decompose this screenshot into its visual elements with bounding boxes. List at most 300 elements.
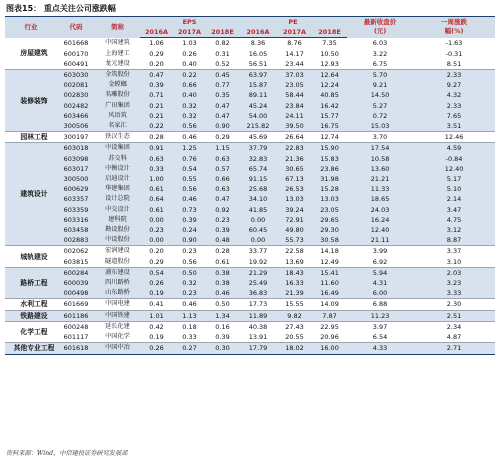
value-cell: 6.88 bbox=[347, 299, 413, 310]
value-cell: 0.54 bbox=[140, 267, 173, 278]
value-cell: 21.36 bbox=[277, 154, 312, 164]
table-row bbox=[5, 332, 495, 343]
value-cell: 72.91 bbox=[277, 215, 312, 225]
value-cell: 0.27 bbox=[173, 343, 206, 354]
code-cell: 601668 bbox=[57, 38, 95, 49]
value-cell: 12.64 bbox=[312, 70, 347, 81]
value-cell: 60.45 bbox=[239, 225, 277, 235]
value-cell: 37.79 bbox=[239, 143, 277, 154]
value-cell: 8.36 bbox=[239, 38, 277, 49]
value-cell: 14.17 bbox=[277, 49, 312, 59]
code-cell: 600039 bbox=[57, 278, 95, 288]
code-cell: 002883 bbox=[57, 235, 95, 246]
name-cell: 中国铁建 bbox=[95, 310, 140, 321]
value-cell: 41.85 bbox=[239, 205, 277, 215]
value-cell: 26.64 bbox=[277, 132, 312, 143]
value-cell: 0.31 bbox=[206, 49, 239, 59]
header-pe: PE bbox=[239, 17, 347, 28]
value-cell: 56.51 bbox=[239, 59, 277, 70]
value-cell: 9.82 bbox=[277, 310, 312, 321]
value-cell: -0.84 bbox=[413, 154, 495, 164]
header-code: 代码 bbox=[57, 17, 95, 38]
value-cell: 4.32 bbox=[413, 90, 495, 100]
value-cell: 9.27 bbox=[413, 80, 495, 90]
value-cell: 0.00 bbox=[239, 235, 277, 246]
value-cell: 10.58 bbox=[347, 154, 413, 164]
value-cell: 16.00 bbox=[312, 343, 347, 354]
value-cell: 0.64 bbox=[140, 194, 173, 204]
name-cell: 中设股份 bbox=[95, 235, 140, 246]
value-cell: 0.39 bbox=[206, 332, 239, 343]
value-cell: 0.21 bbox=[140, 111, 173, 121]
code-cell: 601669 bbox=[57, 299, 95, 310]
value-cell: 0.23 bbox=[173, 246, 206, 257]
table-row bbox=[5, 132, 495, 143]
source-note: 资料来源：Wind，中信建投证券研究发展部 bbox=[6, 450, 128, 457]
value-cell: 0.23 bbox=[206, 215, 239, 225]
value-cell: 13.03 bbox=[277, 194, 312, 204]
value-cell: 0.57 bbox=[206, 164, 239, 174]
name-cell: 浦东建设 bbox=[95, 267, 140, 278]
value-cell: 0.41 bbox=[140, 299, 173, 310]
value-cell: 0.47 bbox=[206, 194, 239, 204]
value-cell: 40.38 bbox=[239, 321, 277, 332]
value-cell: 0.48 bbox=[206, 235, 239, 246]
value-cell: 0.28 bbox=[140, 132, 173, 143]
header-year: 2018E bbox=[312, 27, 347, 38]
value-cell: 6.54 bbox=[347, 332, 413, 343]
value-cell: 30.65 bbox=[277, 164, 312, 174]
value-cell: 16.33 bbox=[277, 278, 312, 288]
header-change: 一周涨跌 幅(%) bbox=[413, 17, 495, 38]
value-cell: 33.77 bbox=[239, 246, 277, 257]
code-cell: 002482 bbox=[57, 101, 95, 111]
name-cell: 铁汉生态 bbox=[95, 132, 140, 143]
value-cell: 1.06 bbox=[140, 38, 173, 49]
value-cell: 18.02 bbox=[277, 343, 312, 354]
value-cell: 2.30 bbox=[413, 299, 495, 310]
code-cell: 603359 bbox=[57, 205, 95, 215]
value-cell: 0.00 bbox=[140, 215, 173, 225]
value-cell: 0.29 bbox=[206, 132, 239, 143]
value-cell: 91.15 bbox=[239, 174, 277, 184]
value-cell: 23.86 bbox=[312, 164, 347, 174]
value-cell: 0.46 bbox=[173, 299, 206, 310]
table-row bbox=[5, 174, 495, 184]
value-cell: 13.03 bbox=[312, 194, 347, 204]
value-cell: 13.69 bbox=[277, 257, 312, 268]
header-eps: EPS bbox=[140, 17, 239, 28]
table-row bbox=[5, 343, 495, 354]
value-cell: 15.90 bbox=[312, 143, 347, 154]
industry-cell: 园林工程 bbox=[5, 132, 57, 143]
value-cell: 8.76 bbox=[277, 38, 312, 49]
code-cell: 600248 bbox=[57, 321, 95, 332]
table-row bbox=[5, 310, 495, 321]
name-cell: 中国电建 bbox=[95, 299, 140, 310]
value-cell: 58.44 bbox=[277, 90, 312, 100]
value-cell: 25.49 bbox=[239, 278, 277, 288]
value-cell: 0.46 bbox=[173, 194, 206, 204]
value-cell: 67.13 bbox=[277, 174, 312, 184]
value-cell: 1.00 bbox=[140, 174, 173, 184]
code-cell: 600284 bbox=[57, 267, 95, 278]
value-cell: 2.33 bbox=[413, 101, 495, 111]
value-cell: 6.75 bbox=[347, 59, 413, 70]
value-cell: 0.26 bbox=[173, 49, 206, 59]
value-cell: 3.99 bbox=[347, 246, 413, 257]
value-cell: 0.56 bbox=[173, 257, 206, 268]
code-cell: 002081 bbox=[57, 80, 95, 90]
value-cell: 1.03 bbox=[173, 38, 206, 49]
header-industry: 行业 bbox=[5, 17, 57, 38]
value-cell: 12.40 bbox=[347, 225, 413, 235]
value-cell: 6.00 bbox=[347, 288, 413, 299]
table-row bbox=[5, 215, 495, 225]
name-cell: 启迪设计 bbox=[95, 174, 140, 184]
value-cell: 16.05 bbox=[239, 49, 277, 59]
code-cell: 300197 bbox=[57, 132, 95, 143]
table-row bbox=[5, 299, 495, 310]
value-cell: 0.61 bbox=[206, 257, 239, 268]
value-cell: 24.11 bbox=[277, 111, 312, 121]
code-cell: 603030 bbox=[57, 70, 95, 81]
code-cell: 603098 bbox=[57, 154, 95, 164]
name-cell: 苏交科 bbox=[95, 154, 140, 164]
table-row bbox=[5, 70, 495, 81]
value-cell: 30.58 bbox=[312, 235, 347, 246]
value-cell: 36.83 bbox=[239, 288, 277, 299]
name-cell: 勘设股份 bbox=[95, 225, 140, 235]
value-cell: 0.39 bbox=[140, 80, 173, 90]
table-row bbox=[5, 164, 495, 174]
name-cell: 全筑股份 bbox=[95, 70, 140, 81]
value-cell: 17.79 bbox=[239, 343, 277, 354]
industry-cell: 建筑设计 bbox=[5, 143, 57, 246]
value-cell: 0.33 bbox=[173, 332, 206, 343]
value-cell: 0.30 bbox=[206, 343, 239, 354]
value-cell: 40.85 bbox=[312, 90, 347, 100]
value-cell: 0.23 bbox=[140, 225, 173, 235]
table-row bbox=[5, 205, 495, 215]
table-row bbox=[5, 38, 495, 49]
value-cell: 13.60 bbox=[347, 164, 413, 174]
value-cell: 15.83 bbox=[312, 154, 347, 164]
value-cell: 4.75 bbox=[413, 215, 495, 225]
table-row bbox=[5, 278, 495, 288]
value-cell: 3.47 bbox=[413, 205, 495, 215]
value-cell: 0.46 bbox=[173, 132, 206, 143]
industry-cell: 装修装饰 bbox=[5, 70, 57, 132]
industry-cell: 其他专业工程 bbox=[5, 343, 57, 354]
industry-cell: 房屋建筑 bbox=[5, 38, 57, 70]
value-cell: 2.51 bbox=[413, 310, 495, 321]
value-cell: 0.16 bbox=[206, 321, 239, 332]
value-cell: 32.83 bbox=[239, 154, 277, 164]
value-cell: 27.43 bbox=[277, 321, 312, 332]
value-cell: 89.11 bbox=[239, 90, 277, 100]
code-cell: 002062 bbox=[57, 246, 95, 257]
value-cell: 6.03 bbox=[347, 38, 413, 49]
value-cell: 0.40 bbox=[173, 90, 206, 100]
code-cell: 601117 bbox=[57, 332, 95, 343]
value-cell: 0.39 bbox=[206, 225, 239, 235]
code-cell: 603357 bbox=[57, 194, 95, 204]
value-cell: 0.56 bbox=[173, 121, 206, 132]
value-cell: 5.17 bbox=[413, 174, 495, 184]
value-cell: 11.33 bbox=[347, 184, 413, 194]
industry-cell: 化学工程 bbox=[5, 321, 57, 342]
value-cell: 16.49 bbox=[312, 288, 347, 299]
value-cell: 16.42 bbox=[312, 101, 347, 111]
name-cell: 华建集团 bbox=[95, 184, 140, 194]
value-cell: 0.45 bbox=[206, 70, 239, 81]
code-cell: 600491 bbox=[57, 59, 95, 70]
code-cell: 603466 bbox=[57, 111, 95, 121]
value-cell: 0.29 bbox=[140, 257, 173, 268]
value-cell: 11.89 bbox=[239, 310, 277, 321]
value-cell: 0.73 bbox=[173, 205, 206, 215]
value-cell: 3.33 bbox=[413, 288, 495, 299]
value-cell: -0.31 bbox=[413, 49, 495, 59]
value-cell: 29.65 bbox=[312, 215, 347, 225]
value-cell: 0.35 bbox=[206, 90, 239, 100]
industry-cell: 城轨建设 bbox=[5, 246, 57, 267]
value-cell: 37.03 bbox=[277, 70, 312, 81]
header-year: 2018E bbox=[206, 27, 239, 38]
value-cell: 3.51 bbox=[413, 121, 495, 132]
table-row bbox=[5, 101, 495, 111]
value-cell: 0.50 bbox=[206, 299, 239, 310]
code-cell: 601186 bbox=[57, 310, 95, 321]
value-cell: 3.10 bbox=[413, 257, 495, 268]
value-cell: 65.74 bbox=[239, 164, 277, 174]
value-cell: 3.97 bbox=[347, 321, 413, 332]
value-cell: 0.38 bbox=[206, 278, 239, 288]
value-cell: 2.71 bbox=[413, 343, 495, 354]
value-cell: 0.90 bbox=[173, 235, 206, 246]
value-cell: 0.24 bbox=[173, 225, 206, 235]
table-row bbox=[5, 80, 495, 90]
value-cell: 18.65 bbox=[347, 194, 413, 204]
value-cell: 4.31 bbox=[347, 278, 413, 288]
value-cell: 0.56 bbox=[173, 184, 206, 194]
value-cell: 2.33 bbox=[413, 70, 495, 81]
header-year: 2017A bbox=[173, 27, 206, 38]
value-cell: 3.12 bbox=[413, 225, 495, 235]
value-cell: 0.21 bbox=[140, 101, 173, 111]
value-cell: 20.55 bbox=[277, 332, 312, 343]
value-cell: 15.55 bbox=[277, 299, 312, 310]
value-cell: 4.87 bbox=[413, 332, 495, 343]
value-cell: 0.63 bbox=[140, 154, 173, 164]
value-cell: 0.42 bbox=[140, 321, 173, 332]
table-row bbox=[5, 184, 495, 194]
table-row bbox=[5, 288, 495, 299]
name-cell: 中国建筑 bbox=[95, 38, 140, 49]
value-cell: 21.39 bbox=[277, 288, 312, 299]
value-cell: 0.28 bbox=[206, 246, 239, 257]
value-cell: 11.23 bbox=[347, 310, 413, 321]
value-cell: 7.65 bbox=[413, 111, 495, 121]
value-cell: 0.19 bbox=[140, 288, 173, 299]
value-cell: 1.01 bbox=[140, 310, 173, 321]
value-cell: 21.21 bbox=[347, 174, 413, 184]
industry-cell: 路桥工程 bbox=[5, 267, 57, 299]
value-cell: 0.33 bbox=[140, 164, 173, 174]
name-cell: 名雕股份 bbox=[95, 90, 140, 100]
value-cell: 0.71 bbox=[140, 90, 173, 100]
value-cell: 7.87 bbox=[312, 310, 347, 321]
value-cell: 0.23 bbox=[173, 288, 206, 299]
code-cell: 002830 bbox=[57, 90, 95, 100]
name-cell: 名家汇 bbox=[95, 121, 140, 132]
value-cell: 17.54 bbox=[347, 143, 413, 154]
value-cell: 29.30 bbox=[312, 225, 347, 235]
value-cell: 20.96 bbox=[312, 332, 347, 343]
value-cell: 1.15 bbox=[206, 143, 239, 154]
table-row bbox=[5, 59, 495, 70]
value-cell: 39.50 bbox=[277, 121, 312, 132]
code-cell: 601618 bbox=[57, 343, 95, 354]
header-name: 简称 bbox=[95, 17, 140, 38]
name-cell: 宏润建设 bbox=[95, 246, 140, 257]
code-cell: 603815 bbox=[57, 257, 95, 268]
value-cell: 14.50 bbox=[347, 90, 413, 100]
code-cell: 600629 bbox=[57, 184, 95, 194]
value-cell: 7.35 bbox=[312, 38, 347, 49]
figure-title: 图表15： 重点关注公司涨跌幅 bbox=[6, 4, 116, 13]
name-cell: 风语筑 bbox=[95, 111, 140, 121]
value-cell: 0.50 bbox=[173, 267, 206, 278]
value-cell: 2.03 bbox=[413, 267, 495, 278]
value-cell: 2.14 bbox=[413, 194, 495, 204]
table-row bbox=[5, 194, 495, 204]
value-cell: 14.09 bbox=[312, 299, 347, 310]
value-cell: -1.63 bbox=[413, 38, 495, 49]
name-cell: 金螳螂 bbox=[95, 80, 140, 90]
value-cell: 16.75 bbox=[312, 121, 347, 132]
value-cell: 5.94 bbox=[347, 267, 413, 278]
value-cell: 14.18 bbox=[312, 246, 347, 257]
header-price: 最新收盘价 (元) bbox=[347, 17, 413, 38]
value-cell: 0.66 bbox=[173, 80, 206, 90]
value-cell: 0.26 bbox=[140, 343, 173, 354]
table-row bbox=[5, 235, 495, 246]
value-cell: 0.76 bbox=[173, 154, 206, 164]
table-row bbox=[5, 267, 495, 278]
value-cell: 22.95 bbox=[312, 321, 347, 332]
industry-cell: 水利工程 bbox=[5, 299, 57, 310]
value-cell: 0.52 bbox=[206, 59, 239, 70]
table-row bbox=[5, 257, 495, 268]
value-cell: 45.24 bbox=[239, 101, 277, 111]
value-cell: 0.82 bbox=[206, 38, 239, 49]
value-cell: 19.92 bbox=[239, 257, 277, 268]
value-cell: 0.32 bbox=[173, 101, 206, 111]
value-cell: 17.73 bbox=[239, 299, 277, 310]
table-row bbox=[5, 143, 495, 154]
value-cell: 0.32 bbox=[173, 111, 206, 121]
value-cell: 12.74 bbox=[312, 132, 347, 143]
value-cell: 0.22 bbox=[140, 121, 173, 132]
code-cell: 603018 bbox=[57, 143, 95, 154]
name-cell: 设计总院 bbox=[95, 194, 140, 204]
table-row bbox=[5, 121, 495, 132]
value-cell: 0.20 bbox=[140, 59, 173, 70]
value-cell: 25.68 bbox=[239, 184, 277, 194]
name-cell: 建科院 bbox=[95, 215, 140, 225]
value-cell: 0.47 bbox=[140, 70, 173, 81]
table-row bbox=[5, 90, 495, 100]
value-cell: 0.72 bbox=[347, 111, 413, 121]
value-cell: 0.26 bbox=[140, 278, 173, 288]
value-cell: 31.98 bbox=[312, 174, 347, 184]
value-cell: 5.10 bbox=[413, 184, 495, 194]
value-cell: 1.25 bbox=[173, 143, 206, 154]
value-cell: 4.59 bbox=[413, 143, 495, 154]
code-cell: 603316 bbox=[57, 215, 95, 225]
value-cell: 13.91 bbox=[239, 332, 277, 343]
value-cell: 23.84 bbox=[277, 101, 312, 111]
value-cell: 15.77 bbox=[312, 111, 347, 121]
value-cell: 22.83 bbox=[277, 143, 312, 154]
stock-change-table bbox=[5, 16, 495, 355]
value-cell: 55.73 bbox=[277, 235, 312, 246]
value-cell: 45.69 bbox=[239, 132, 277, 143]
value-cell: 12.49 bbox=[312, 257, 347, 268]
value-cell: 0.39 bbox=[173, 215, 206, 225]
value-cell: 12.46 bbox=[413, 132, 495, 143]
value-cell: 6.92 bbox=[347, 257, 413, 268]
value-cell: 0.63 bbox=[206, 184, 239, 194]
table-row bbox=[5, 49, 495, 59]
value-cell: 2.34 bbox=[413, 321, 495, 332]
value-cell: 0.91 bbox=[140, 143, 173, 154]
value-cell: 3.37 bbox=[413, 246, 495, 257]
table-row bbox=[5, 321, 495, 332]
name-cell: 山东路桥 bbox=[95, 288, 140, 299]
value-cell: 1.34 bbox=[206, 310, 239, 321]
value-cell: 0.00 bbox=[239, 215, 277, 225]
value-cell: 0.61 bbox=[140, 205, 173, 215]
name-cell: 四川路桥 bbox=[95, 278, 140, 288]
value-cell: 5.27 bbox=[347, 101, 413, 111]
value-cell: 4.33 bbox=[347, 343, 413, 354]
value-cell: 0.46 bbox=[206, 288, 239, 299]
value-cell: 1.13 bbox=[173, 310, 206, 321]
value-cell: 0.55 bbox=[173, 174, 206, 184]
value-cell: 39.24 bbox=[277, 205, 312, 215]
value-cell: 18.43 bbox=[277, 267, 312, 278]
code-cell: 603017 bbox=[57, 164, 95, 174]
value-cell: 3.23 bbox=[413, 278, 495, 288]
name-cell: 龙元建设 bbox=[95, 59, 140, 70]
value-cell: 8.51 bbox=[413, 59, 495, 70]
code-cell: 603458 bbox=[57, 225, 95, 235]
value-cell: 0.29 bbox=[140, 49, 173, 59]
value-cell: 24.03 bbox=[347, 205, 413, 215]
value-cell: 23.44 bbox=[277, 59, 312, 70]
header-year: 2016A bbox=[140, 27, 173, 38]
value-cell: 0.77 bbox=[206, 80, 239, 90]
value-cell: 0.18 bbox=[173, 321, 206, 332]
value-cell: 54.00 bbox=[239, 111, 277, 121]
value-cell: 0.22 bbox=[173, 70, 206, 81]
value-cell: 5.70 bbox=[347, 70, 413, 81]
header-year: 2016A bbox=[239, 27, 277, 38]
value-cell: 15.03 bbox=[347, 121, 413, 132]
